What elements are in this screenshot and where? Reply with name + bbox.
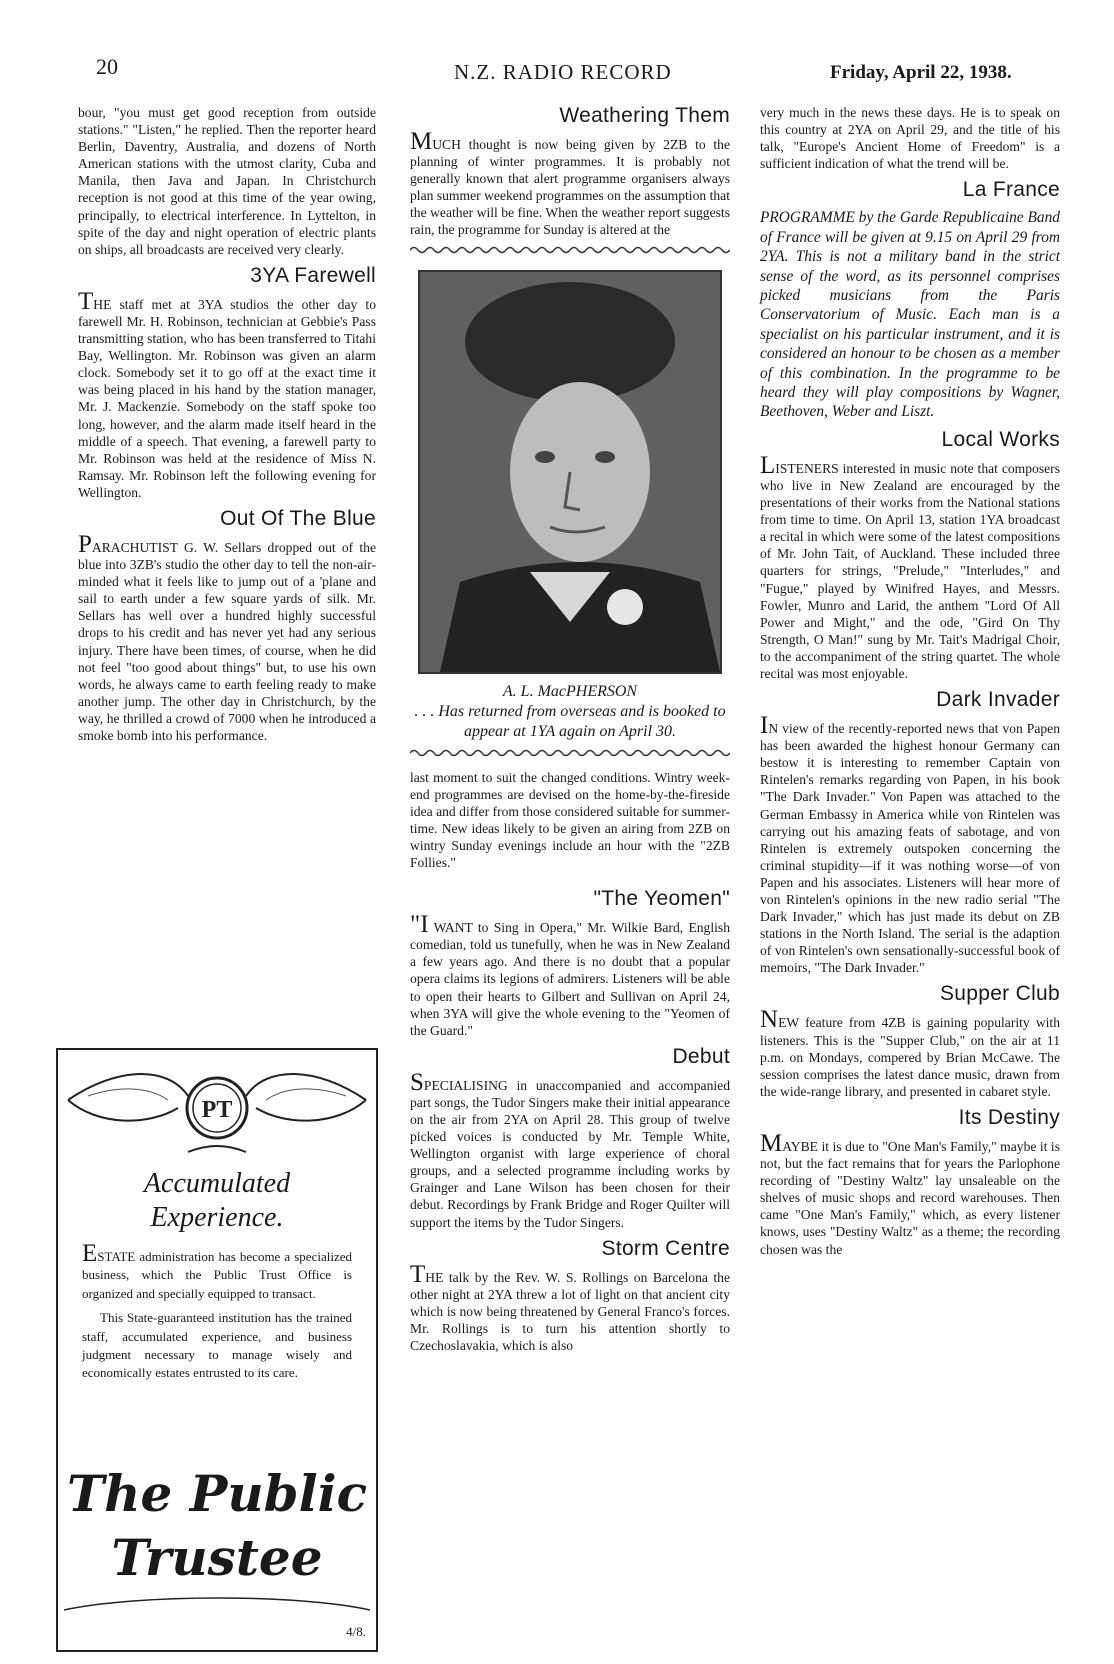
ad-paragraph-2: This State-guaranteed institution has the trained staff, accumulated experience, and business judgment necessary to manage wisely and economically estates entrusted to its care. bbox=[82, 1310, 352, 1381]
dropcap: S bbox=[410, 1068, 424, 1096]
ad-title: Accumulated Experience. bbox=[143, 1168, 291, 1233]
heading-out-of-the-blue: Out Of The Blue bbox=[220, 506, 376, 530]
heading-supper-club: Supper Club bbox=[939, 982, 1060, 1006]
heading-3ya-farewell: 3YA Farewell bbox=[250, 263, 376, 287]
masthead bbox=[0, 54, 1114, 94]
article-dark-invader: IN view of the recently-reported news that von Papen has been awarded the highest honour Germany can bestow it is interesting to remember Captain von Rintelen's remarks regarding von Papen, in his book "The Dark Invader." Von Papen was attached to the German Embassy in America while von Rintelen was carrying out his amazing feats of sabotage, and von Rintelen is extremely outspoken concerning the criminal stupidity—if it was nothing worse—of von Papen and his associates. Listeners will hear more of von Rintelen's opinions in the new radio serial "The Dark Invader," which has just made its debut on ZB stations in the North Island. The serial is the adaption of von Rintelen's own sensationally-successful book of memoirs, "The Dark Invader." bbox=[760, 712, 1060, 976]
public-trustee-advertisement bbox=[56, 1048, 378, 1652]
article-continued-talk: very much in the news these days. He is to speak on this country at 2YA on April 29, and the title of his talk, "Europe's Ancient Home of Freedom" is a sufficient indication of what the trend will be. bbox=[760, 105, 1060, 172]
article-la-france: PROGRAMME by the Garde Republicaine Band of France will be given at 9.15 on April 29 from 2YA. This is not a military band in the strict sense of the word, as its personnel comprises picked musicians from the Paris Conservatorium of Music. Each man is a specialist on his particular instrument, and it is considered an honour to be chosen as a member of this combination. In the programme to be heard they will play compositions by Wagner, Beethoven, Weber and Liszt. bbox=[760, 209, 1060, 421]
article-out-of-the-blue: PARACHUTIST G. W. Sellars dropped out of the blue into 3ZB's studio the other day to tell the non-air-minded what it feels like to jump out of a 'plane and sail to earth under a few square yards of silk. Mr. Sellars has well over a hundred highly successful drops to his credit and has never yet had any serious injury. There have been times, of course, when he did not feel "too good about things" but, to use his own words, he always came to earth feeling ready to make another jump. The other day in Christchurch, by the way, he thrilled a crowd of 7000 when he introduced a smoke bomb into his performance. bbox=[78, 530, 376, 743]
article-the-yeomen: "I WANT to Sing in Opera," Mr. Wilkie Bard, English comedian, told us tunefully, when he was in New Zealand a few years ago. And there is no doubt that a popular opera claims its legions of admirers. Listeners will be able to open their hearts to Gilbert and Sullivan on April 24, when 3YA will give the whole evening to the "Yeomen of the Guard." bbox=[410, 911, 730, 1038]
article-weathering-continued: last moment to suit the changed conditions. Wintry week-end programmes are devised on the home-by-the-fireside idea and differ from those considered suitable for summer-time. New ideas likely to be given an airing from 2ZB on wintry Sunday evenings include an hour with the "2ZB Follies." bbox=[410, 769, 730, 871]
column-left bbox=[78, 104, 376, 748]
dropcap: T bbox=[410, 1260, 426, 1288]
photo-caption bbox=[410, 682, 730, 742]
ad-paragraph-1: ESTATE administration has become a specialized business, which the Public Trust Office is organized and specially equipped to transact. bbox=[82, 1240, 352, 1301]
heading-storm-centre: Storm Centre bbox=[601, 1236, 730, 1260]
dropcap: L bbox=[760, 451, 776, 479]
publication-title: N.Z. RADIO RECORD bbox=[454, 60, 672, 84]
bottom-flourish bbox=[58, 1590, 376, 1624]
article-its-destiny: MAYBE it is due to "One Man's Family," maybe it is not, but the fact remains that for years the Parlophone recording of "Destiny Waltz" lay unsaleable on the shelves of music shops and record warehouses. Then came "One Man's Family," which, as every listener knows, uses "Destiny Waltz" as a theme; the recording chosen was the bbox=[760, 1129, 1060, 1257]
issue-date: Friday, April 22, 1938. bbox=[830, 62, 1012, 83]
portrait-photo bbox=[418, 270, 722, 674]
ad-body bbox=[82, 1240, 352, 1383]
public-trustee-logo-text: The Public Trustee bbox=[66, 1464, 368, 1587]
article-supper-club: NEW feature from 4ZB is gaining popularity with listeners. This is the "Supper Club," on the air at 11 p.m. on Mondays, compered by Brian McCawe. The session comprises the latest dance music, drawn from the wide-range library, and presented in cabaret style. bbox=[760, 1006, 1060, 1099]
dropcap: M bbox=[410, 128, 433, 155]
dropcap: M bbox=[760, 1129, 783, 1157]
wavy-rule bbox=[410, 245, 730, 255]
article-3ya-farewell: THE staff met at 3YA studios the other day to farewell Mr. H. Robinson, technician at Gebbie's Pass transmitting station, who has been transferred to Titahi Bay, Wellington. Mr. Robinson was given an alarm clock. Somebody set it to go off at the exact time it was being placed in his hand by the station manager, Mr. J. Mackenzie. Somebody on the staff spoke too long, however, and the alarm made itself heard in the middle of a speech. That evening, a farewell party to Mr. Robinson was held at the residence of Miss N. Ramsay. Mr. Robinson left the following evening for Wellington. bbox=[78, 287, 376, 500]
heading-debut: Debut bbox=[672, 1044, 730, 1068]
caption-name: A. L. MacPHERSON bbox=[502, 682, 638, 700]
heading-la-france: La France bbox=[962, 178, 1060, 202]
column-center bbox=[410, 104, 730, 1358]
caption-text: . . . Has returned from overseas and is booked to appear at 1YA again on April 30. bbox=[414, 702, 726, 740]
ad-code: 4/8. bbox=[346, 1624, 366, 1639]
article-weathering-them: MUCH thought is now being given by 2ZB to the planning of winter programmes. It is probably not generally known that alert programme organisers always plan summer weekend programmes on the assumption that the weather will be fine. When the weather report suggests rain, the programme for Sunday is altered at the bbox=[410, 128, 730, 238]
dropcap: P bbox=[78, 530, 92, 558]
heading-the-yeomen: "The Yeomen" bbox=[593, 887, 730, 911]
page-number: 20 bbox=[96, 54, 118, 79]
article-storm-centre: THE talk by the Rev. W. S. Rollings on Barcelona the other night at 2YA threw a lot of light on that ancient city which is now being threatened by General Franco's forces. Mr. Rollings is to turn his attention shortly to Czechoslavakia, which is also bbox=[410, 1260, 730, 1353]
article-local-works: LISTENERS interested in music note that composers who live in New Zealand are encouraged by the presentations of their works from the National stations from time to time. On April 13, station 1YA broadcast a recital in which were some of the latest compositions of Mr. John Tait, of Auckland. These included three quarters for strings, "Prelude," "Interludes," and "Fugue," played by Winifred Hayes, and Messrs. Fowler, Munro and Larid, the anthem "Lord Of All Power and Might," and the ode, "Gird On Thy Strength, O Man!" sung by Mr. Tait's Madrigal Choir, to the accompaniment of the string quartet. The whole recital was most enjoyable. bbox=[760, 451, 1060, 681]
heading-its-destiny: Its Destiny bbox=[958, 1105, 1060, 1129]
dropcap: T bbox=[78, 287, 94, 315]
article-continued-text: bour, "you must get good reception from outside stations." "Listen," he replied. Then the reporter heard Berlin, Daventry, Australia, and dozens of North American stations with the utmost clarity, Cuba and Manila, then Java and Japan. In Christchurch reception is not good at this time of the year owing, principally, to electrical interference. In Lyttelton, in spite of the day and night operation of electric plants on ships, all broadcasts are received very clearly. bbox=[78, 105, 376, 257]
trust-emblem-text: PT bbox=[201, 1097, 233, 1123]
heading-weathering-them: Weathering Them bbox=[559, 104, 730, 127]
dropcap: I bbox=[760, 712, 769, 740]
column-right bbox=[760, 104, 1060, 1262]
ornament-emblem bbox=[58, 1056, 376, 1166]
article-debut: SPECIALISING in unaccompanied and accompanied part songs, the Tudor Singers make their initial appearance on the air from 2YA on April 28. This group of twelve picked voices is conducted by Mr. Temple White, Wellington organist with large experience of choral groups, and a selected programme including works by Grainger and Lane Wilson has been chosen for their debut. Recordings by Frank Bridge and Roger Quilter will support the items by the Tudor Singers. bbox=[410, 1068, 730, 1230]
dropcap: "I bbox=[410, 911, 429, 939]
heading-dark-invader: Dark Invader bbox=[936, 688, 1060, 712]
dropcap: N bbox=[760, 1006, 779, 1034]
heading-local-works: Local Works bbox=[941, 427, 1060, 451]
wavy-rule bbox=[410, 748, 730, 758]
